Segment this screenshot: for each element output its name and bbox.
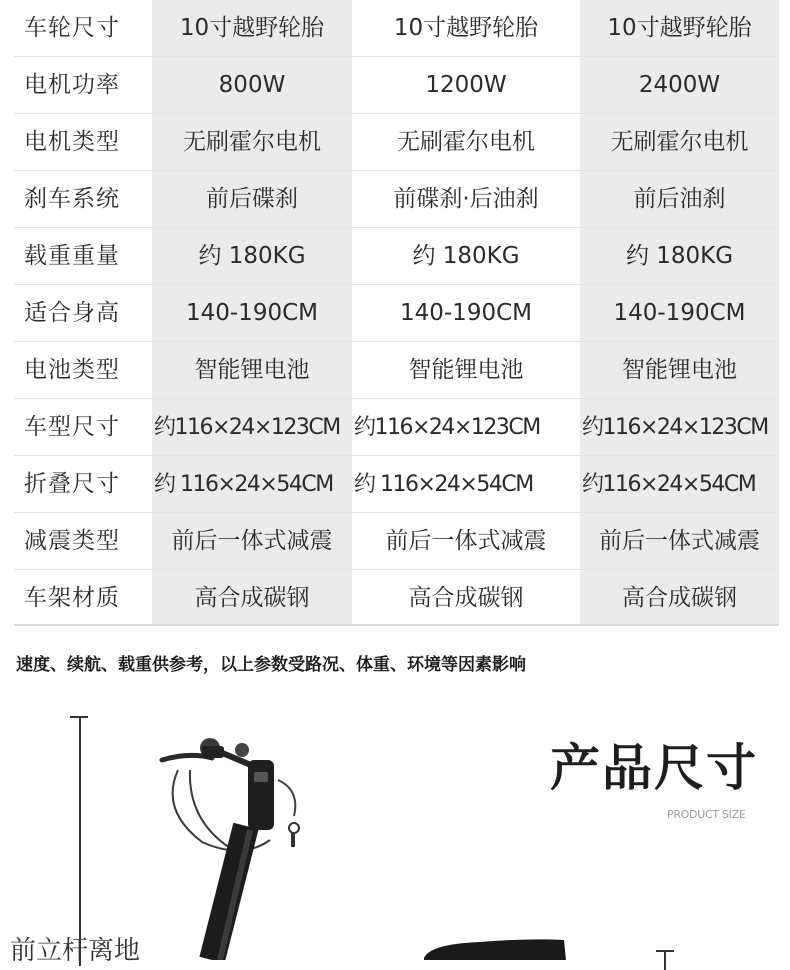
spec-value-model-1: 约 116×24×54CM [154,472,333,497]
spec-row-brake-system [14,171,779,228]
spec-value-model-2: 140-190CM [399,300,532,326]
spec-label: 刹车系统 [24,186,120,212]
spec-label: 折叠尺寸 [24,471,120,497]
table-bottom-border [14,624,779,626]
product-size-title: 产品尺寸 [550,739,758,797]
spec-value-model-2: 智能锂电池 [408,357,524,383]
spec-value-model-2: 高合成碳钢 [408,585,524,611]
spec-table [14,0,779,626]
spec-value-model-1: 高合成碳钢 [194,585,310,611]
seat-image [420,936,570,960]
spec-value-model-1: 前后一体式减震 [171,528,333,554]
product-size-subtitle: PRODUCT SIZE [667,808,746,821]
spec-value-model-1: 智能锂电池 [194,357,310,383]
disclaimer-note: 速度、续航、载重供参考，以上参数受路况、体重、环境等因素影响 [16,655,526,675]
spec-row-rider-height [14,285,779,342]
spec-row-frame-material [14,570,779,627]
spec-value-model-3: 高合成碳钢 [622,585,737,611]
dimension-label: 前立杆离地 [10,936,141,966]
spec-value-model-1: 800W [218,72,286,98]
spec-row-motor-power [14,57,779,114]
spec-label: 车轮尺寸 [24,15,120,41]
spec-value-model-3: 约116×24×123CM [582,415,768,440]
spec-value-model-3: 智能锂电池 [622,357,737,383]
scooter-image [150,730,320,960]
spec-label: 车型尺寸 [24,414,120,440]
spec-value-model-1: 无刷霍尔电机 [183,129,321,155]
spec-row-folded-size [14,456,779,513]
spec-value-model-2: 1200W [425,72,507,98]
spec-value-model-3: 约116×24×54CM [582,472,756,497]
spec-value-model-1: 前后碟刹 [206,186,298,212]
spec-value-model-2: 前碟刹·后油刹 [393,186,539,212]
spec-label: 电机功率 [24,72,120,98]
spec-row-battery-type [14,342,779,399]
spec-value-model-3: 2400W [638,72,721,98]
spec-value-model-1: 约116×24×123CM [154,415,340,440]
spec-row-suspension-type [14,513,779,570]
spec-value-model-2: 约 180KG [412,243,520,269]
spec-label: 车架材质 [24,585,120,611]
spec-value-model-3: 无刷霍尔电机 [610,129,749,155]
spec-label: 适合身高 [24,300,120,326]
spec-value-model-1: 约 180KG [198,243,306,269]
spec-label: 电机类型 [24,129,120,155]
spec-row-wheel-size [14,0,779,57]
spec-value-model-3: 约 180KG [625,243,734,269]
spec-value-model-3: 140-190CM [613,300,746,326]
spec-value-model-1: 140-190CM [185,300,318,326]
spec-label: 电池类型 [24,357,120,383]
spec-value-model-2: 10寸越野轮胎 [393,15,539,41]
spec-value-model-2: 约 116×24×54CM [354,472,533,497]
spec-value-model-3: 前后油刹 [633,186,726,212]
spec-value-model-1: 10寸越野轮胎 [179,15,325,41]
spec-label: 载重重量 [24,243,120,269]
spec-value-model-2: 无刷霍尔电机 [397,129,535,155]
spec-row-motor-type [14,114,779,171]
spec-row-load-capacity [14,228,779,285]
spec-value-model-3: 前后一体式减震 [599,528,760,554]
dimension-line [79,716,81,966]
product-size-section [0,690,790,966]
spec-label: 减震类型 [24,528,120,554]
spec-value-model-3: 10寸越野轮胎 [607,15,752,41]
dimension-line [664,950,666,970]
spec-row-vehicle-size [14,399,779,456]
spec-value-model-2: 前后一体式减震 [385,528,547,554]
spec-value-model-2: 约116×24×123CM [354,415,540,440]
